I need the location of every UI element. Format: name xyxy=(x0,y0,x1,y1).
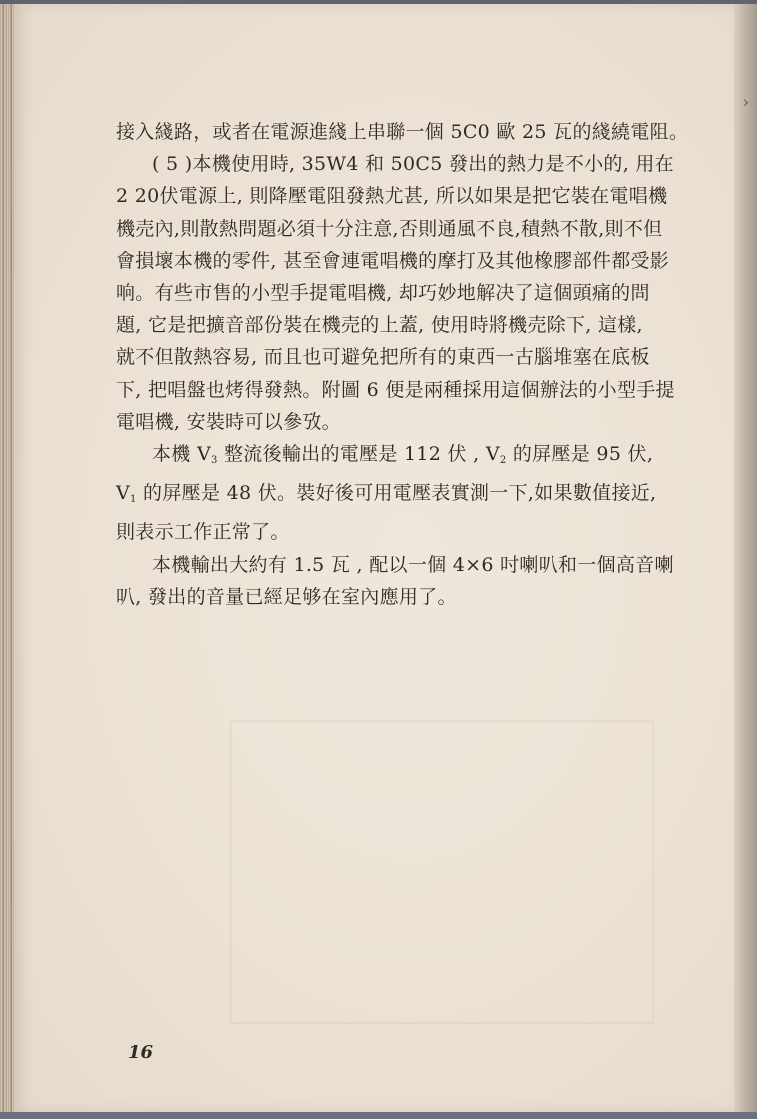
text-fragment: V xyxy=(116,482,131,505)
page-edge-mark: › xyxy=(742,92,750,113)
text-line: 題, 它是把擴音部份裝在機売的上蓋, 使用時將機売除下, 這樣, xyxy=(116,314,643,337)
subscript: 1 xyxy=(130,494,137,506)
book-gutter-shadow xyxy=(734,4,757,1112)
text-line: 响。有些市售的小型手提電唱機, 却巧妙地解决了這個頭痛的問 xyxy=(116,282,650,305)
text-fragment: 本機 V xyxy=(152,443,211,466)
text-line: 本機輸出大約有 1.5 瓦 , 配以一個 4×6 吋喇叭和一個高音喇 xyxy=(152,553,674,576)
text-line: 下, 把唱盤也烤得發熱。附圖 6 便是兩種採用這個辦法的小型手提 xyxy=(116,378,675,401)
text-fragment: 的屏壓是 48 伏。裝好後可用電壓表實測一下,如果數值接近, xyxy=(136,482,657,505)
reverse-side-show-through xyxy=(230,720,654,1024)
text-line: 會損壞本機的零件, 甚至會連電唱機的摩打及其他橡膠部件都受影 xyxy=(116,249,670,272)
text-line: 2 20伏電源上, 則降壓電阻發熱尤甚, 所以如果是把它裝在電唱機 xyxy=(116,185,668,208)
paragraph-2 xyxy=(116,148,696,438)
text-line: ( 5 )本機使用時, 35W4 和 50C5 發出的熱力是不小的, 用在 xyxy=(152,153,674,176)
scanner-bed-edge xyxy=(0,1112,757,1119)
text-line: 叭, 發出的音量已經足够在室內應用了。 xyxy=(116,585,457,608)
text-line: 電唱機, 安裝時可以參攷。 xyxy=(116,410,341,433)
paragraph-1 xyxy=(116,116,696,148)
text-fragment: 的屏壓是 95 伏, xyxy=(506,443,654,466)
text-fragment: 整流後輸出的電壓是 112 伏 , V xyxy=(217,443,500,466)
text-line: 則表示工作正常了。 xyxy=(116,521,290,544)
text-line-with-subscripts xyxy=(116,477,696,516)
subscript: 3 xyxy=(210,455,218,467)
paragraph-4 xyxy=(116,549,696,613)
text-line: 機売內,則散熱問題必須十分注意,否則通風不良,積熱不散,則不但 xyxy=(116,217,663,240)
page-number: 16 xyxy=(128,1042,154,1063)
text-line: 就不但散熱容易, 而且也可避免把所有的東西一古腦堆塞在底板 xyxy=(116,346,650,369)
body-text xyxy=(116,116,696,613)
subscript: 2 xyxy=(499,455,507,467)
text-line: 接入綫路，或者在電源進綫上串聯一個 5C0 歐 25 瓦的綫繞電阻。 xyxy=(116,121,689,143)
text-line-with-subscripts xyxy=(116,438,696,477)
paragraph-3 xyxy=(116,438,696,549)
